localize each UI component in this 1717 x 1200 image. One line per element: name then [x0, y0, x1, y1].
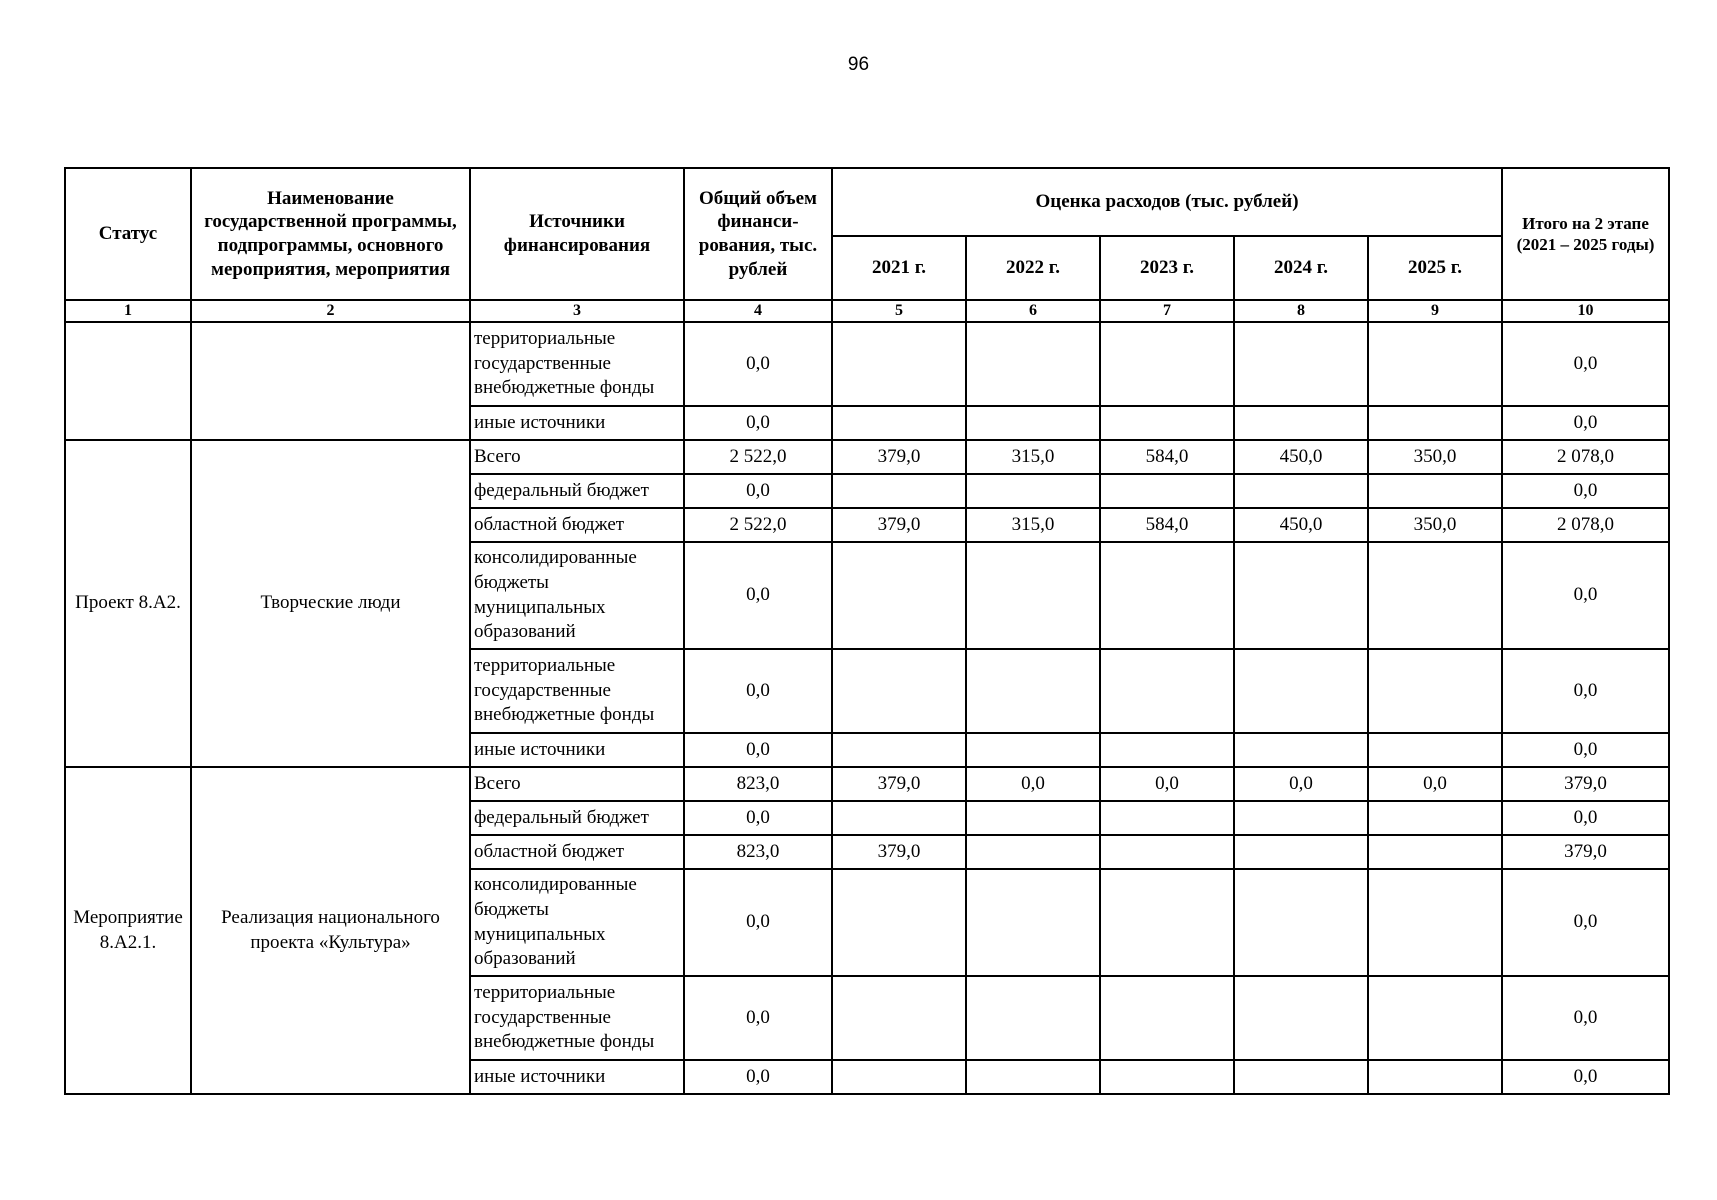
stage-total-cell: 379,0: [1502, 835, 1669, 869]
project-name: Творческие люди: [191, 440, 470, 767]
column-number: 8: [1234, 300, 1368, 322]
year-2023-cell: 584,0: [1100, 508, 1234, 542]
year-2022-cell: 315,0: [966, 440, 1100, 474]
year-2024-cell: [1234, 649, 1368, 733]
header-total-volume: Общий объем финанси-рования, тыс. рублей: [684, 168, 832, 300]
column-number: 2: [191, 300, 470, 322]
year-2021-cell: [832, 869, 966, 976]
year-2025-cell: [1368, 1060, 1502, 1094]
source-cell: консолидированные бюджеты муниципальных образований: [470, 869, 684, 976]
total-cell: 2 522,0: [684, 508, 832, 542]
year-2025-cell: [1368, 474, 1502, 508]
stage-total-cell: 0,0: [1502, 801, 1669, 835]
year-2021-cell: 379,0: [832, 767, 966, 801]
column-number: 6: [966, 300, 1100, 322]
year-2024-cell: [1234, 835, 1368, 869]
year-2022-cell: [966, 733, 1100, 767]
year-2021-cell: [832, 322, 966, 406]
year-2024-cell: [1234, 322, 1368, 406]
source-cell: иные источники: [470, 406, 684, 440]
measure-status: Мероприятие 8.А2.1.: [65, 767, 191, 1094]
source-cell: федеральный бюджет: [470, 801, 684, 835]
year-2021-cell: [832, 1060, 966, 1094]
source-cell: областной бюджет: [470, 508, 684, 542]
source-cell: территориальные государственные внебюджетные фонды: [470, 649, 684, 733]
column-number: 5: [832, 300, 966, 322]
total-cell: 0,0: [684, 869, 832, 976]
total-cell: 0,0: [684, 474, 832, 508]
stage-total-cell: 0,0: [1502, 542, 1669, 649]
table-row: [65, 440, 1669, 474]
source-cell: областной бюджет: [470, 835, 684, 869]
total-cell: 823,0: [684, 835, 832, 869]
year-2021-cell: 379,0: [832, 508, 966, 542]
total-cell: 2 522,0: [684, 440, 832, 474]
year-2023-cell: 584,0: [1100, 440, 1234, 474]
stage-total-cell: 0,0: [1502, 976, 1669, 1060]
stage-total-cell: 0,0: [1502, 474, 1669, 508]
year-2025-cell: [1368, 406, 1502, 440]
total-cell: 0,0: [684, 406, 832, 440]
stage-total-cell: 2 078,0: [1502, 508, 1669, 542]
prev-name-cell: [191, 322, 470, 440]
header-year-2025: 2025 г.: [1368, 236, 1502, 300]
project-status: Проект 8.А2.: [65, 440, 191, 767]
year-2021-cell: [832, 474, 966, 508]
header-year-2021: 2021 г.: [832, 236, 966, 300]
year-2024-cell: [1234, 406, 1368, 440]
budget-table: [64, 167, 1670, 1095]
table-row: [65, 767, 1669, 801]
page-number: 96: [847, 54, 870, 75]
year-2025-cell: [1368, 869, 1502, 976]
year-2021-cell: [832, 406, 966, 440]
year-2023-cell: 0,0: [1100, 767, 1234, 801]
year-2022-cell: 315,0: [966, 508, 1100, 542]
column-number: 9: [1368, 300, 1502, 322]
source-cell: иные источники: [470, 733, 684, 767]
year-2025-cell: [1368, 322, 1502, 406]
year-2023-cell: [1100, 474, 1234, 508]
year-2025-cell: 350,0: [1368, 440, 1502, 474]
header-stage-total: Итого на 2 этапе (2021 – 2025 годы): [1502, 168, 1669, 300]
year-2022-cell: [966, 542, 1100, 649]
year-2024-cell: 450,0: [1234, 508, 1368, 542]
source-cell: территориальные государственные внебюджетные фонды: [470, 322, 684, 406]
stage-total-cell: 0,0: [1502, 733, 1669, 767]
year-2024-cell: [1234, 976, 1368, 1060]
year-2023-cell: [1100, 733, 1234, 767]
column-number-row: [65, 300, 1669, 322]
year-2024-cell: 450,0: [1234, 440, 1368, 474]
stage-total-cell: 0,0: [1502, 869, 1669, 976]
column-number: 10: [1502, 300, 1669, 322]
year-2025-cell: 0,0: [1368, 767, 1502, 801]
total-cell: 0,0: [684, 542, 832, 649]
year-2024-cell: [1234, 869, 1368, 976]
stage-total-cell: 2 078,0: [1502, 440, 1669, 474]
header-name: Наименование государственной программы, подпрограммы, основного мероприятия, мероприятия: [191, 168, 470, 300]
measure-name: Реализация национального проекта «Культура»: [191, 767, 470, 1094]
header-status: Статус: [65, 168, 191, 300]
year-2023-cell: [1100, 801, 1234, 835]
year-2022-cell: [966, 835, 1100, 869]
total-cell: 0,0: [684, 322, 832, 406]
year-2023-cell: [1100, 649, 1234, 733]
year-2024-cell: [1234, 1060, 1368, 1094]
year-2025-cell: 350,0: [1368, 508, 1502, 542]
year-2022-cell: [966, 649, 1100, 733]
source-cell: иные источники: [470, 1060, 684, 1094]
year-2022-cell: [966, 801, 1100, 835]
source-cell: Всего: [470, 767, 684, 801]
year-2025-cell: [1368, 801, 1502, 835]
year-2025-cell: [1368, 733, 1502, 767]
source-cell: территориальные государственные внебюджетные фонды: [470, 976, 684, 1060]
source-cell: федеральный бюджет: [470, 474, 684, 508]
total-cell: 0,0: [684, 801, 832, 835]
year-2022-cell: [966, 474, 1100, 508]
year-2021-cell: [832, 649, 966, 733]
year-2024-cell: [1234, 474, 1368, 508]
table-row: [65, 322, 1669, 406]
year-2025-cell: [1368, 542, 1502, 649]
column-number: 3: [470, 300, 684, 322]
year-2024-cell: [1234, 801, 1368, 835]
prev-status-cell: [65, 322, 191, 440]
year-2021-cell: [832, 542, 966, 649]
total-cell: 0,0: [684, 976, 832, 1060]
year-2025-cell: [1368, 649, 1502, 733]
header-year-2022: 2022 г.: [966, 236, 1100, 300]
column-number: 4: [684, 300, 832, 322]
year-2023-cell: [1100, 976, 1234, 1060]
year-2024-cell: [1234, 733, 1368, 767]
source-cell: консолидированные бюджеты муниципальных образований: [470, 542, 684, 649]
stage-total-cell: 379,0: [1502, 767, 1669, 801]
year-2023-cell: [1100, 542, 1234, 649]
year-2022-cell: [966, 406, 1100, 440]
header-estimate: Оценка расходов (тыс. рублей): [832, 168, 1502, 236]
total-cell: 0,0: [684, 733, 832, 767]
total-cell: 0,0: [684, 649, 832, 733]
year-2023-cell: [1100, 1060, 1234, 1094]
year-2023-cell: [1100, 322, 1234, 406]
year-2025-cell: [1368, 835, 1502, 869]
header-year-2023: 2023 г.: [1100, 236, 1234, 300]
year-2025-cell: [1368, 976, 1502, 1060]
year-2021-cell: 379,0: [832, 835, 966, 869]
stage-total-cell: 0,0: [1502, 406, 1669, 440]
year-2022-cell: [966, 322, 1100, 406]
year-2024-cell: [1234, 542, 1368, 649]
source-cell: Всего: [470, 440, 684, 474]
year-2022-cell: 0,0: [966, 767, 1100, 801]
year-2023-cell: [1100, 835, 1234, 869]
year-2022-cell: [966, 869, 1100, 976]
header-sources: Источники финансирования: [470, 168, 684, 300]
year-2023-cell: [1100, 869, 1234, 976]
total-cell: 0,0: [684, 1060, 832, 1094]
total-cell: 823,0: [684, 767, 832, 801]
year-2024-cell: 0,0: [1234, 767, 1368, 801]
year-2021-cell: 379,0: [832, 440, 966, 474]
year-2021-cell: [832, 976, 966, 1060]
stage-total-cell: 0,0: [1502, 649, 1669, 733]
year-2023-cell: [1100, 406, 1234, 440]
year-2022-cell: [966, 976, 1100, 1060]
year-2021-cell: [832, 801, 966, 835]
stage-total-cell: 0,0: [1502, 322, 1669, 406]
column-number: 1: [65, 300, 191, 322]
column-number: 7: [1100, 300, 1234, 322]
year-2021-cell: [832, 733, 966, 767]
header-year-2024: 2024 г.: [1234, 236, 1368, 300]
stage-total-cell: 0,0: [1502, 1060, 1669, 1094]
year-2022-cell: [966, 1060, 1100, 1094]
